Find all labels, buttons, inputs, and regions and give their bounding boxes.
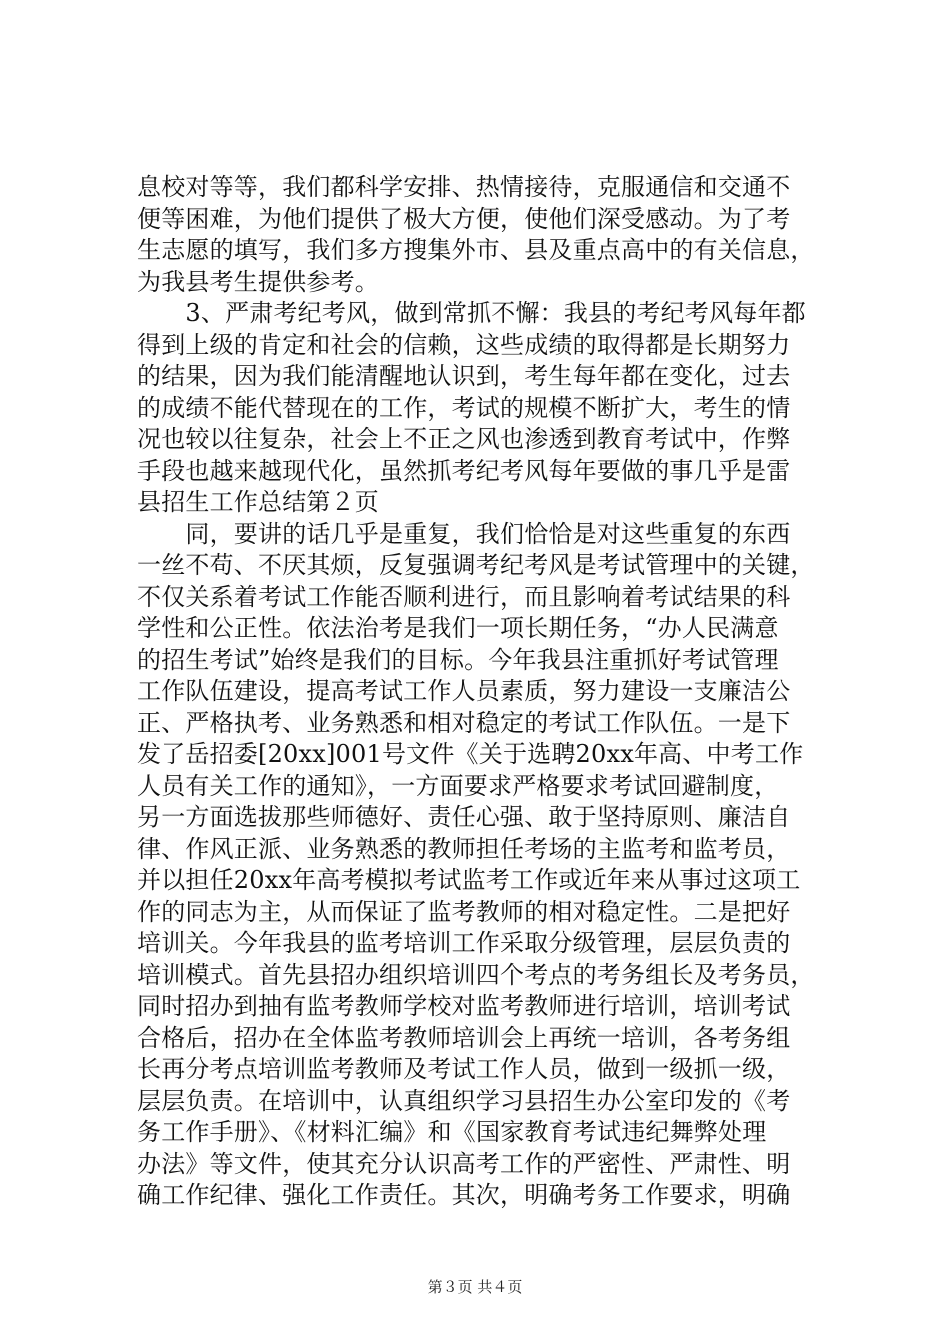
text-line: 确工作纪律、强化工作责任。其次，明确考务工作要求，明确 (137, 1181, 791, 1209)
text-line: 同，要讲的话几乎是重复，我们恰恰是对这些重复的东西 (137, 519, 791, 548)
text-line: 一丝不苟、不厌其烦，反复强调考纪考风是考试管理中的关键， (137, 551, 815, 579)
text-line: 学性和公正性。依法治考是我们一项长期任务，“办人民满意 (137, 614, 779, 642)
text-line: 律、作风正派、业务熟悉的教师担任考场的主监考和监考员， (137, 834, 791, 863)
text-line: 况也较以往复杂，社会上不正之风也渗透到教育考试中，作弊 (137, 425, 791, 453)
page-number-footer: 第３页 共４页 (427, 1278, 523, 1296)
document-body (137, 172, 837, 1212)
text-line: 层层负责。在培训中，认真组织学习县招生办公室印发的《考 (137, 1086, 791, 1115)
text-line: 便等困难，为他们提供了极大方便，使他们深受感动。为了考 (137, 204, 791, 233)
text-line: 不仅关系着考试工作能否顺利进行，而且影响着考试结果的科 (137, 582, 791, 611)
text-line: 生志愿的填写，我们多方搜集外市、县及重点高中的有关信息， (137, 236, 815, 264)
text-line: 息校对等等，我们都科学安排、热情接待，克服通信和交通不 (137, 173, 791, 201)
text-line: 的招生考试”始终是我们的目标。今年我县注重抓好考试管理 (137, 645, 779, 674)
text-line: 正、严格执考、业务熟悉和相对稳定的考试工作队伍。一是下 (137, 708, 791, 737)
text-line: 培训关。今年我县的监考培训工作采取分级管理，层层负责的 (137, 929, 791, 957)
text-line: 务工作手册》、《材料汇编》和《国家教育考试违纪舞弊处理 (137, 1118, 767, 1146)
text-line: 人员有关工作的通知》，一方面要求严格要求考试回避制度， (137, 771, 779, 800)
text-line: 发了岳招委[20xx]001号文件《关于选聘20xx年高、中考工作 (137, 740, 804, 768)
text-line: 长再分考点培训监考教师及考试工作人员，做到一级抓一级， (137, 1055, 791, 1083)
text-line: 的成绩不能代替现在的工作，考试的规模不断扩大，考生的情 (137, 393, 791, 422)
text-line: 得到上级的肯定和社会的信赖，这些成绩的取得都是长期努力 (137, 330, 791, 359)
text-line: 合格后，招办在全体监考教师培训会上再统一培训，各考务组 (137, 1023, 791, 1052)
text-line: 县招生工作总结第２页 (137, 488, 379, 516)
text-line: 工作队伍建设，提高考试工作人员素质，努力建设一支廉洁公 (137, 677, 791, 705)
text-line: 办法》等文件，使其充分认识高考工作的严密性、严肃性、明 (137, 1149, 791, 1178)
text-line: 作的同志为主，从而保证了监考教师的相对稳定性。二是把好 (137, 897, 791, 926)
text-line: 同时招办到抽有监考教师学校对监考教师进行培训，培训考试 (137, 992, 791, 1020)
text-line: 的结果，因为我们能清醒地认识到，考生每年都在变化，过去 (137, 362, 791, 390)
text-line: 另一方面选拔那些师德好、责任心强、敢于坚持原则、廉洁自 (137, 803, 791, 831)
text-line: 并以担任20xx年高考模拟考试监考工作或近年来从事过这项工 (137, 866, 801, 894)
text-line: 为我县考生提供参考。 (137, 267, 379, 296)
text-line: 3、严肃考纪考风，做到常抓不懈：我县的考纪考风每年都 (137, 299, 806, 327)
text-line: 培训模式。首先县招办组织培训四个考点的考务组长及考务员， (137, 960, 815, 989)
text-line: 手段也越来越现代化，虽然抓考纪考风每年要做的事几乎是雷 (137, 456, 791, 485)
